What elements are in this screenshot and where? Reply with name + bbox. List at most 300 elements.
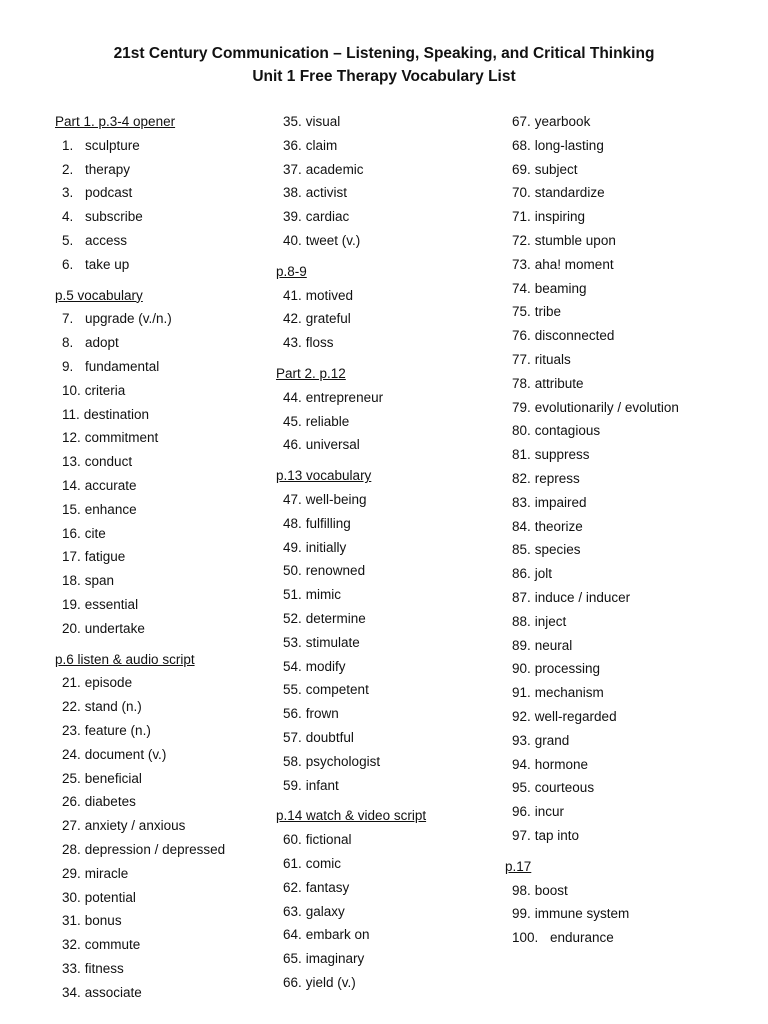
item-number: 31.: [62, 913, 81, 929]
vocabulary-item: [505, 324, 679, 348]
item-number: 17.: [62, 549, 81, 565]
vocabulary-item: [505, 300, 679, 324]
item-word: anxiety / anxious: [84, 818, 186, 834]
item-number: 53.: [283, 634, 302, 650]
vocabulary-item: [55, 498, 225, 522]
vocabulary-item: [505, 800, 679, 824]
vocabulary-item: [55, 886, 225, 910]
item-number: 89.: [512, 637, 531, 653]
vocabulary-item: [55, 379, 225, 403]
item-number: 57.: [283, 729, 302, 745]
item-word: accurate: [84, 477, 137, 493]
item-word: contagious: [534, 423, 601, 439]
vocabulary-item: [276, 181, 426, 205]
vocabulary-item: [505, 277, 679, 301]
item-word: hormone: [534, 756, 589, 772]
item-number: 98.: [512, 882, 531, 898]
vocabulary-item: [55, 933, 225, 957]
item-number: 68.: [512, 137, 531, 153]
item-number: 67.: [512, 114, 531, 129]
item-word: access: [85, 232, 128, 248]
item-word: psychologist: [305, 753, 381, 769]
vocabulary-section: [55, 284, 225, 641]
item-number: 24.: [62, 746, 81, 762]
vocabulary-item: [55, 695, 225, 719]
item-word: species: [534, 542, 581, 558]
item-word: therapy: [85, 161, 131, 177]
item-number: 18.: [62, 573, 81, 589]
vocabulary-item: [55, 205, 225, 229]
item-number: 65.: [283, 951, 302, 967]
vocabulary-item: [505, 491, 679, 515]
item-word: fantasy: [305, 879, 350, 895]
item-word: evolutionarily / evolution: [534, 399, 679, 415]
vocabulary-item: [505, 657, 679, 681]
item-number: 46.: [283, 437, 302, 453]
item-number: 75.: [512, 304, 531, 320]
item-word: standardize: [534, 185, 605, 201]
vocabulary-section: [276, 464, 426, 797]
item-word: mechanism: [534, 685, 604, 701]
item-word: infant: [305, 777, 339, 793]
item-word: initially: [305, 539, 347, 555]
vocabulary-item: [505, 181, 679, 205]
item-number: 55.: [283, 682, 302, 698]
vocabulary-item: [505, 419, 679, 443]
vocabulary-item: [276, 726, 426, 750]
item-number: 96.: [512, 804, 531, 820]
vocabulary-item: [55, 957, 225, 981]
document-subtitle: Unit 1 Free Therapy Vocabulary List: [252, 68, 516, 85]
vocabulary-section: [505, 855, 679, 950]
vocabulary-item: [276, 678, 426, 702]
item-word: endurance: [550, 930, 614, 946]
item-word: conduct: [84, 454, 133, 470]
item-number: 26.: [62, 794, 81, 810]
item-word: universal: [305, 437, 360, 453]
item-word: immune system: [534, 906, 630, 922]
item-word: neural: [534, 637, 573, 653]
item-number: 95.: [512, 780, 531, 796]
vocabulary-item: [55, 767, 225, 791]
vocabulary-item: [55, 331, 225, 355]
item-number: 85.: [512, 542, 531, 558]
item-number: 41.: [283, 287, 302, 303]
vocabulary-item: [55, 474, 225, 498]
vocabulary-section: [55, 648, 225, 1005]
vocabulary-item: [276, 876, 426, 900]
item-word: suppress: [534, 447, 590, 463]
vocabulary-item: [276, 536, 426, 560]
item-number: 51.: [283, 587, 302, 603]
item-number: 56.: [283, 706, 302, 722]
item-number: 74.: [512, 280, 531, 296]
item-number: 30.: [62, 889, 81, 905]
vocabulary-item: [276, 229, 426, 253]
item-number: 78.: [512, 375, 531, 391]
vocabulary-column-1: [55, 110, 225, 1004]
vocabulary-item: [505, 776, 679, 800]
vocabulary-item: [276, 971, 426, 995]
item-word: potential: [84, 889, 136, 905]
vocabulary-column-3: [505, 110, 679, 950]
item-word: tweet (v.): [305, 232, 361, 248]
item-word: fatigue: [84, 549, 126, 565]
item-word: theorize: [534, 518, 583, 534]
vocabulary-item: [55, 307, 225, 331]
item-word: aha! moment: [534, 256, 614, 272]
item-number: 80.: [512, 423, 531, 439]
item-number: 11.: [62, 406, 80, 422]
item-word: tap into: [534, 827, 580, 843]
item-word: incur: [534, 804, 565, 820]
item-word: fictional: [305, 832, 352, 848]
item-word: upgrade (v./n.): [85, 311, 172, 327]
vocabulary-item: [55, 403, 225, 427]
item-word: jolt: [534, 566, 553, 582]
vocabulary-item: [505, 902, 679, 926]
item-word: subject: [534, 161, 578, 177]
vocabulary-item: [55, 253, 225, 277]
item-number: 2.: [62, 161, 74, 177]
item-word: associate: [84, 984, 142, 1000]
vocabulary-item: [276, 158, 426, 182]
item-word: entrepreneur: [305, 389, 384, 405]
item-word: stumble upon: [534, 232, 616, 248]
item-word: mimic: [305, 587, 342, 603]
vocabulary-item: [505, 467, 679, 491]
item-number: 73.: [512, 256, 531, 272]
vocabulary-item: [55, 909, 225, 933]
item-number: 37.: [283, 161, 302, 177]
section-heading: p.8-9: [276, 263, 307, 279]
item-word: enhance: [84, 501, 137, 517]
item-number: 16.: [62, 525, 81, 541]
item-number: 63.: [283, 903, 302, 919]
vocabulary-item: [505, 879, 679, 903]
item-number: 34.: [62, 984, 81, 1000]
item-word: subscribe: [85, 209, 143, 225]
item-number: 6.: [62, 256, 74, 272]
item-word: modify: [305, 658, 346, 674]
vocabulary-item: [55, 569, 225, 593]
vocabulary-item: [276, 284, 426, 308]
item-word: impaired: [534, 494, 587, 510]
vocabulary-section: [505, 110, 679, 848]
item-number: 88.: [512, 613, 531, 629]
item-word: attribute: [534, 375, 584, 391]
item-word: boost: [534, 882, 568, 898]
item-word: reliable: [305, 413, 350, 429]
item-number: 48.: [283, 515, 302, 531]
item-word: criteria: [84, 382, 126, 398]
item-number: 62.: [283, 879, 302, 895]
item-word: repress: [534, 470, 580, 486]
vocabulary-column-2: [276, 110, 426, 995]
section-heading: p.17: [505, 858, 532, 874]
item-number: 79.: [512, 399, 531, 415]
item-number: 20.: [62, 620, 81, 636]
item-word: undertake: [84, 620, 145, 636]
section-heading: p.13 vocabulary: [276, 468, 372, 484]
item-word: commitment: [84, 430, 159, 446]
vocabulary-item: [505, 610, 679, 634]
item-number: 39.: [283, 209, 302, 225]
item-word: fulfilling: [305, 515, 351, 531]
item-word: competent: [305, 682, 369, 698]
vocabulary-item: [55, 838, 225, 862]
item-number: 5.: [62, 232, 74, 248]
item-word: cite: [84, 525, 106, 541]
section-heading: p.14 watch & video script: [276, 808, 427, 824]
vocabulary-section: [55, 110, 225, 277]
item-word: embark on: [305, 927, 370, 943]
item-word: induce / inducer: [534, 589, 631, 605]
vocabulary-item: [505, 634, 679, 658]
item-number: 22.: [62, 699, 81, 715]
vocabulary-item: [276, 852, 426, 876]
item-word: cardiac: [305, 209, 350, 225]
item-word: comic: [305, 855, 342, 871]
item-number: 81.: [512, 447, 531, 463]
vocabulary-item: [276, 410, 426, 434]
item-word: renowned: [305, 563, 366, 579]
item-number: 10.: [62, 382, 81, 398]
vocabulary-item: [505, 729, 679, 753]
item-word: disconnected: [534, 328, 615, 344]
item-number: 12.: [62, 430, 81, 446]
item-word: claim: [305, 137, 338, 153]
vocabulary-item: [276, 923, 426, 947]
item-number: 3.: [62, 185, 74, 201]
vocabulary-item: [55, 593, 225, 617]
item-number: 35.: [283, 114, 302, 129]
item-number: 8.: [62, 335, 74, 351]
item-number: 50.: [283, 563, 302, 579]
item-word: stimulate: [305, 634, 360, 650]
item-word: long-lasting: [534, 137, 604, 153]
item-number: 29.: [62, 865, 81, 881]
vocabulary-item: [505, 681, 679, 705]
item-number: 36.: [283, 137, 302, 153]
item-word: beneficial: [84, 770, 142, 786]
item-word: take up: [85, 256, 130, 272]
item-word: visual: [305, 114, 341, 129]
section-heading: p.6 listen & audio script: [55, 651, 195, 667]
item-word: tribe: [534, 304, 562, 320]
vocabulary-item: [55, 545, 225, 569]
item-number: 45.: [283, 413, 302, 429]
vocabulary-item: [276, 900, 426, 924]
item-number: 33.: [62, 960, 81, 976]
item-number: 83.: [512, 494, 531, 510]
item-word: doubtful: [305, 729, 354, 745]
vocabulary-item: [276, 134, 426, 158]
item-word: processing: [534, 661, 601, 677]
item-number: 14.: [62, 477, 81, 493]
item-word: feature (n.): [84, 722, 151, 738]
item-word: fundamental: [85, 358, 160, 374]
document-header: [0, 42, 768, 88]
item-word: bonus: [84, 913, 122, 929]
item-word: activist: [305, 185, 348, 201]
vocabulary-item: [505, 443, 679, 467]
vocabulary-item: [505, 824, 679, 848]
vocabulary-item: [55, 522, 225, 546]
item-word: miracle: [84, 865, 129, 881]
item-word: grand: [534, 732, 570, 748]
item-number: 47.: [283, 491, 302, 507]
section-heading: p.5 vocabulary: [55, 287, 143, 303]
item-word: frown: [305, 706, 339, 722]
vocabulary-item: [276, 512, 426, 536]
item-number: 52.: [283, 610, 302, 626]
vocabulary-item: [505, 372, 679, 396]
vocabulary-item: [505, 205, 679, 229]
item-word: fitness: [84, 960, 124, 976]
item-word: floss: [305, 335, 334, 351]
item-word: podcast: [85, 185, 133, 201]
vocabulary-item: [505, 562, 679, 586]
vocabulary-item: [276, 488, 426, 512]
item-number: 43.: [283, 335, 302, 351]
item-number: 54.: [283, 658, 302, 674]
item-word: motived: [305, 287, 354, 303]
item-word: sculpture: [85, 137, 140, 153]
item-number: 32.: [62, 937, 81, 953]
item-word: yearbook: [534, 114, 591, 129]
vocabulary-item: [55, 450, 225, 474]
vocabulary-item: [505, 134, 679, 158]
item-number: 76.: [512, 328, 531, 344]
item-number: 91.: [512, 685, 531, 701]
item-word: episode: [84, 675, 133, 691]
item-number: 4.: [62, 209, 74, 225]
vocabulary-item: [505, 348, 679, 372]
item-number: 92.: [512, 708, 531, 724]
vocabulary-item: [505, 705, 679, 729]
item-number: 69.: [512, 161, 531, 177]
item-word: essential: [84, 596, 139, 612]
item-number: 13.: [62, 454, 81, 470]
vocabulary-item: [55, 671, 225, 695]
item-number: 19.: [62, 596, 81, 612]
item-number: 64.: [283, 927, 302, 943]
vocabulary-item: [505, 926, 679, 950]
item-word: inspiring: [534, 209, 586, 225]
vocabulary-section: [276, 260, 426, 355]
vocabulary-item: [55, 981, 225, 1005]
vocabulary-item: [505, 538, 679, 562]
item-number: 61.: [283, 855, 302, 871]
item-number: 70.: [512, 185, 531, 201]
vocabulary-item: [276, 110, 426, 134]
vocabulary-item: [276, 607, 426, 631]
item-number: 1.: [62, 137, 74, 153]
vocabulary-item: [276, 559, 426, 583]
item-number: 97.: [512, 827, 531, 843]
vocabulary-item: [55, 743, 225, 767]
item-number: 82.: [512, 470, 531, 486]
item-number: 38.: [283, 185, 302, 201]
item-word: yield (v.): [305, 974, 356, 990]
item-word: document (v.): [84, 746, 167, 762]
section-heading: Part 2. p.12: [276, 365, 346, 381]
item-word: rituals: [534, 351, 571, 367]
item-word: courteous: [534, 780, 595, 796]
item-number: 87.: [512, 589, 531, 605]
vocabulary-section: [276, 110, 426, 253]
item-number: 90.: [512, 661, 531, 677]
vocabulary-item: [505, 586, 679, 610]
item-word: well-being: [305, 491, 367, 507]
item-number: 99.: [512, 906, 531, 922]
section-heading: Part 1. p.3-4 opener: [55, 114, 176, 129]
vocabulary-item: [276, 655, 426, 679]
item-word: beaming: [534, 280, 587, 296]
item-number: 86.: [512, 566, 531, 582]
vocabulary-section: [276, 362, 426, 457]
item-number: 93.: [512, 732, 531, 748]
vocabulary-item: [276, 828, 426, 852]
item-number: 84.: [512, 518, 531, 534]
vocabulary-item: [55, 229, 225, 253]
vocabulary-item: [55, 134, 225, 158]
vocabulary-section: [276, 804, 426, 994]
item-word: academic: [305, 161, 364, 177]
item-number: 27.: [62, 818, 81, 834]
item-word: determine: [305, 610, 366, 626]
vocabulary-item: [55, 158, 225, 182]
item-number: 71.: [512, 209, 531, 225]
vocabulary-item: [276, 947, 426, 971]
vocabulary-item: [276, 205, 426, 229]
vocabulary-item: [55, 862, 225, 886]
vocabulary-item: [55, 355, 225, 379]
item-number: 60.: [283, 832, 302, 848]
item-word: diabetes: [84, 794, 136, 810]
vocabulary-item: [505, 158, 679, 182]
item-number: 23.: [62, 722, 81, 738]
item-word: galaxy: [305, 903, 345, 919]
item-number: 100.: [512, 930, 539, 946]
vocabulary-item: [276, 433, 426, 457]
item-number: 15.: [62, 501, 81, 517]
item-number: 28.: [62, 841, 81, 857]
item-word: commute: [84, 937, 141, 953]
item-word: adopt: [85, 335, 119, 351]
item-number: 40.: [283, 232, 302, 248]
item-word: stand (n.): [84, 699, 142, 715]
vocabulary-item: [55, 181, 225, 205]
vocabulary-item: [276, 386, 426, 410]
vocabulary-item: [505, 515, 679, 539]
vocabulary-item: [276, 331, 426, 355]
item-number: 72.: [512, 232, 531, 248]
vocabulary-item: [55, 790, 225, 814]
item-number: 25.: [62, 770, 81, 786]
item-word: depression / depressed: [84, 841, 226, 857]
vocabulary-item: [276, 702, 426, 726]
vocabulary-item: [505, 253, 679, 277]
vocabulary-item: [505, 110, 679, 134]
vocabulary-item: [55, 426, 225, 450]
vocabulary-item: [505, 229, 679, 253]
vocabulary-item: [55, 719, 225, 743]
item-word: inject: [534, 613, 567, 629]
vocabulary-item: [276, 750, 426, 774]
item-number: 49.: [283, 539, 302, 555]
